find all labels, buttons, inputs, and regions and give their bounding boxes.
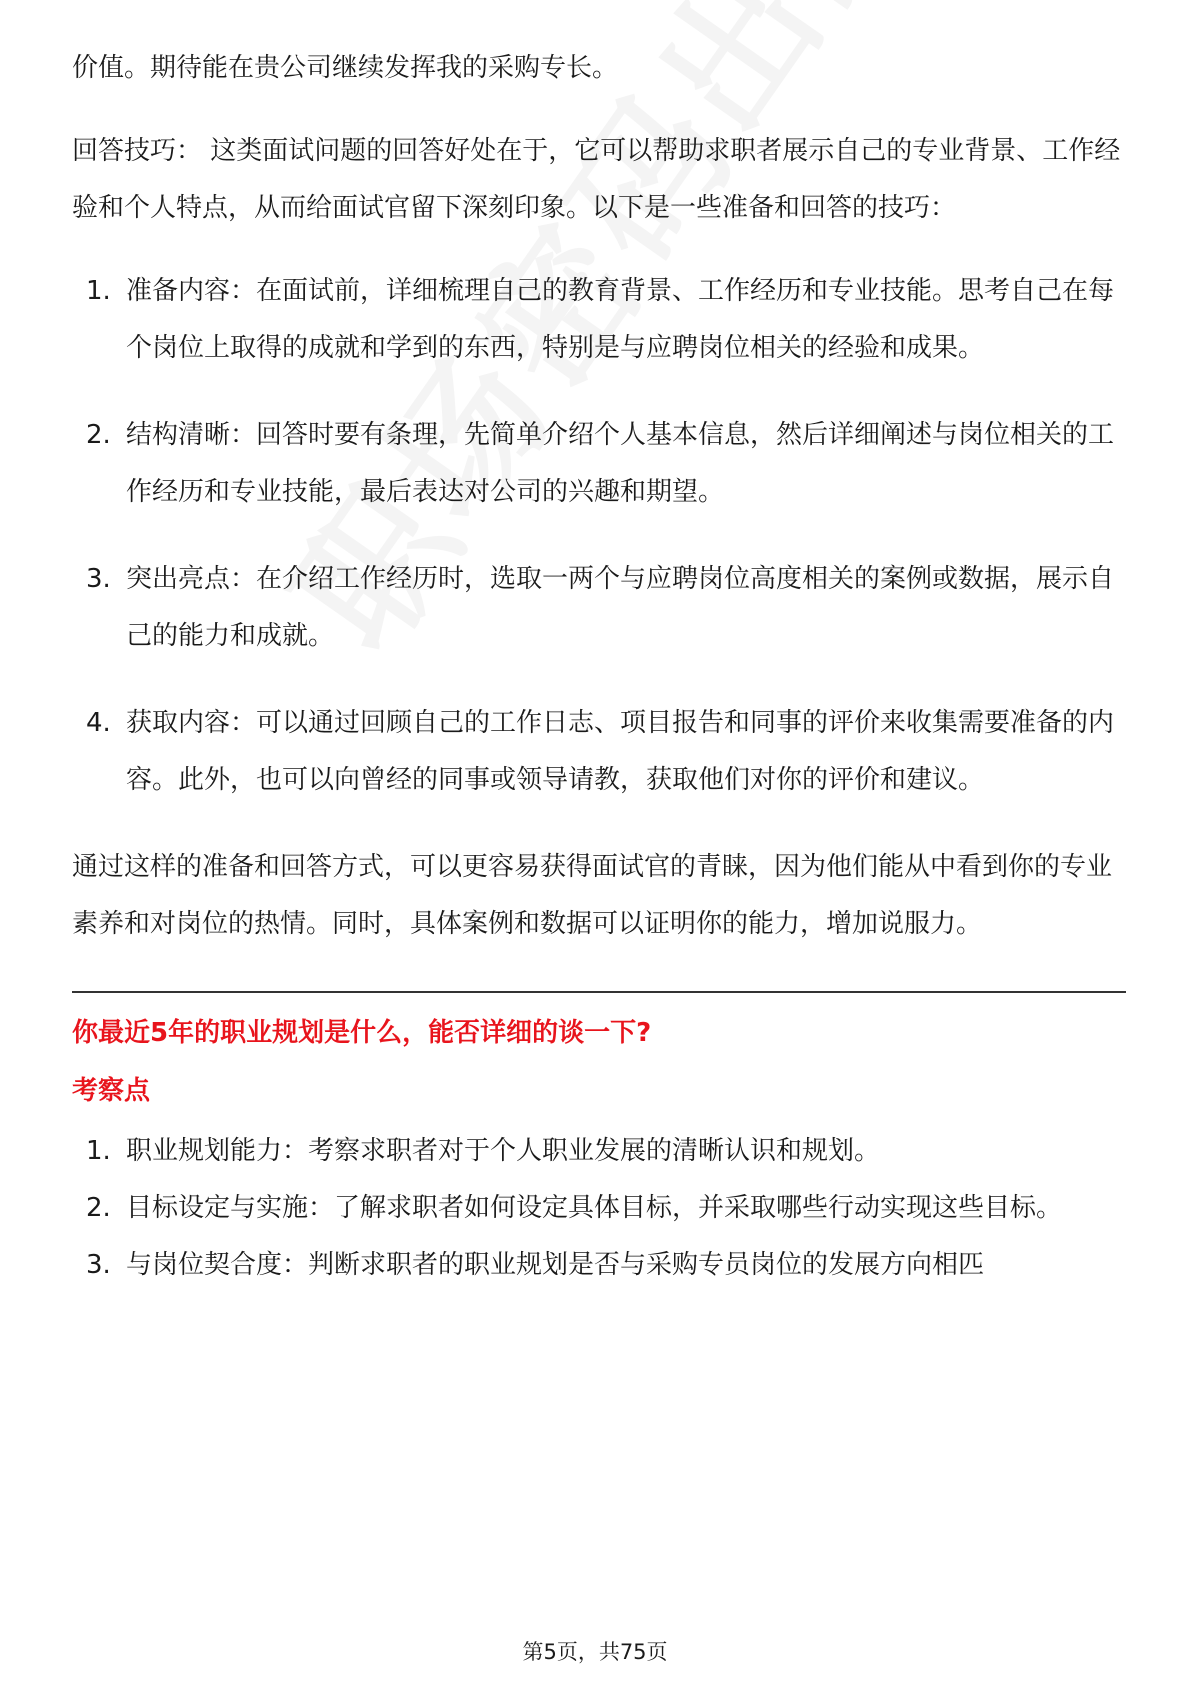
question-title: 你最近5年的职业规划是什么，能否详细的谈一下? xyxy=(72,1018,652,1048)
list-item-text: 结构清晰：回答时要有条理，先简单介绍个人基本信息，然后详细阐述与岗位相关的工作经历和专业技能，最后表达对公司的兴趣和期望。 xyxy=(126,420,1115,507)
list-item-number: 2. xyxy=(86,420,111,450)
list-item-number: 4. xyxy=(86,708,111,738)
conclusion-paragraph: 通过这样的准备和回答方式，可以更容易获得面试官的青睐，因为他们能从中看到你的专业素养和对岗位的热情。同时，具体案例和数据可以证明你的能力，增加说服力。 xyxy=(72,852,1113,939)
list-item-text: 准备内容：在面试前，详细梳理自己的教育背景、工作经历和专业技能。思考自己在每个岗位上取得的成就和学到的东西，特别是与应聘岗位相关的经验和成果。 xyxy=(126,276,1115,363)
page-content xyxy=(72,40,1126,1294)
intro-tail-paragraph: 价值。期待能在贵公司继续发挥我的采购专长。 xyxy=(72,53,619,83)
list-item-number: 1. xyxy=(86,276,111,306)
list-item xyxy=(72,695,1126,809)
tips-paragraph: 回答技巧： 这类面试问题的回答好处在于，它可以帮助求职者展示自己的专业背景、工作经验和个人特点，从而给面试官留下深刻印象。以下是一些准备和回答的技巧： xyxy=(72,136,1121,223)
list-item-number: 2. xyxy=(86,1193,111,1223)
section-divider xyxy=(72,991,1126,993)
list-item-text: 与岗位契合度：判断求职者的职业规划是否与采购专员岗位的发展方向相匹 xyxy=(126,1250,985,1280)
tips-list xyxy=(72,263,1126,809)
list-item xyxy=(72,551,1126,665)
list-item-text: 突出亮点：在介绍工作经历时，选取一两个与应聘岗位高度相关的案例或数据，展示自己的能力和成就。 xyxy=(126,564,1115,651)
list-item xyxy=(72,1237,1126,1294)
list-item xyxy=(72,407,1126,521)
question-subtitle: 考察点 xyxy=(72,1076,151,1106)
list-item-number: 3. xyxy=(86,1250,111,1280)
list-item xyxy=(72,1180,1126,1237)
list-item-number: 1. xyxy=(86,1136,111,1166)
list-item xyxy=(72,263,1126,377)
page-footer: 第5页，共75页 xyxy=(522,1640,668,1664)
assessment-points-list xyxy=(72,1123,1126,1294)
list-item-number: 3. xyxy=(86,564,111,594)
list-item-text: 获取内容：可以通过回顾自己的工作日志、项目报告和同事的评价来收集需要准备的内容。此外，也可以向曾经的同事或领导请教，获取他们对你的评价和建议。 xyxy=(126,708,1115,795)
list-item-text: 目标设定与实施：了解求职者如何设定具体目标，并采取哪些行动实现这些目标。 xyxy=(126,1193,1063,1223)
list-item-text: 职业规划能力：考察求职者对于个人职业发展的清晰认识和规划。 xyxy=(126,1136,881,1166)
list-item xyxy=(72,1123,1126,1180)
